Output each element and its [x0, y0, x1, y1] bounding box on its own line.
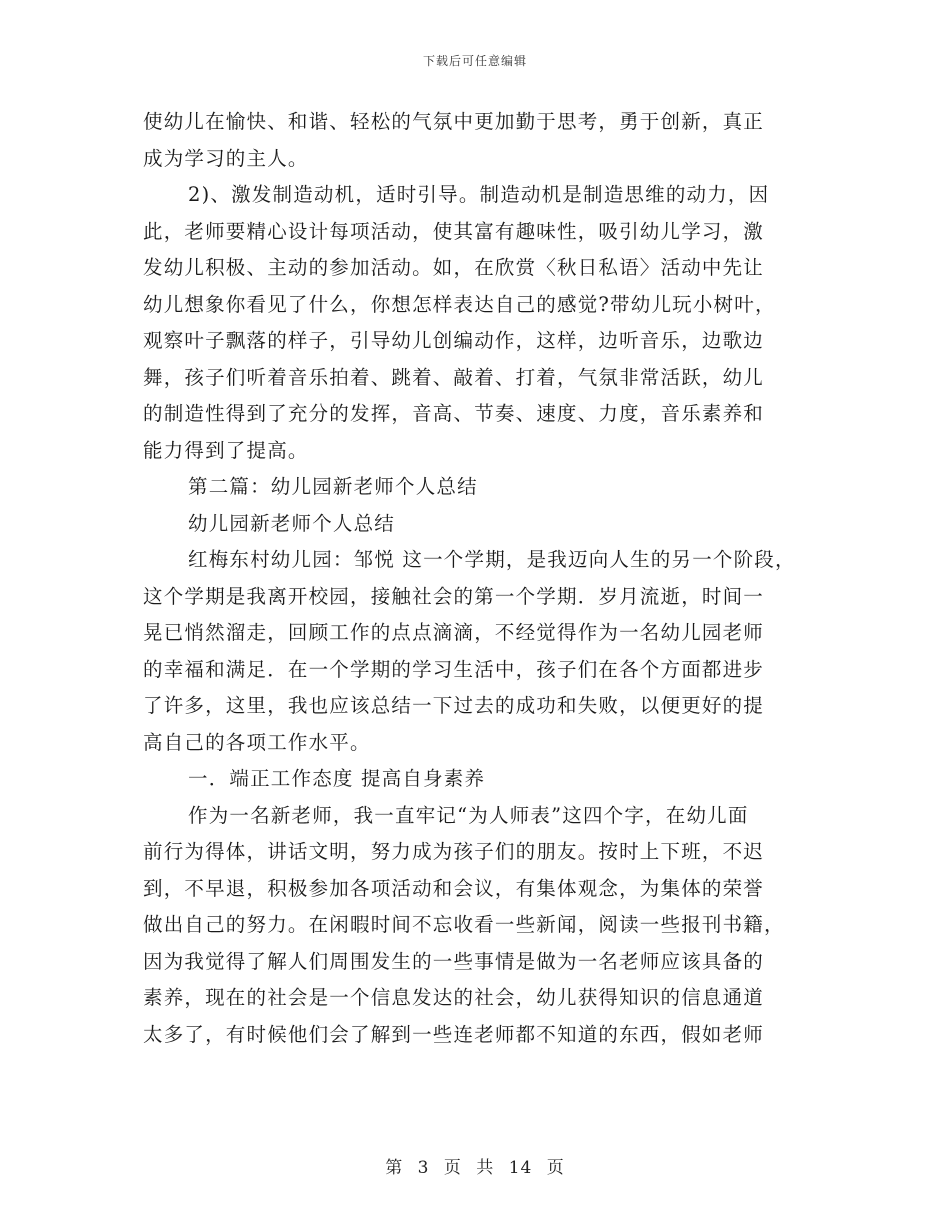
paragraph-line: 发幼儿积极、主动的参加活动。如，在欣赏〈秋日私语〉活动中先让	[143, 256, 765, 279]
paragraph-line: 素养，现在的社会是一个信息发达的社会，幼儿获得知识的信息通道	[143, 986, 765, 1009]
paragraph-line: 太多了，有时候他们会了解到一些连老师都不知道的东西，假如老师	[143, 1022, 765, 1046]
paragraph-first-line: 第二篇：幼儿园新老师个人总结	[188, 475, 478, 498]
paragraph-first-line: 幼儿园新老师个人总结	[188, 511, 396, 535]
paragraph-line: 幼儿想象你看见了什么，你想怎样表达自己的感觉?带幼儿玩小树叶，	[143, 292, 776, 316]
paragraph-line: 前行为得体，讲话文明，努力成为孩子们的朋友。按时上下班，不迟	[143, 840, 765, 863]
paragraph-line: 的制造性得到了充分的发挥，音高、节奏、速度、力度，音乐素养和	[143, 402, 765, 425]
paragraph-line: 了许多，这里，我也应该总结一下过去的成功和失败，以便更好的提	[143, 694, 765, 717]
paragraph-line: 做出自己的努力。在闲暇时间不忘收看一些新闻，阅读一些报刊书籍，	[143, 913, 785, 936]
page-header-note: 下载后可任意编辑	[422, 54, 527, 68]
page-number-footer: 第 3 页 共 14 页	[385, 1158, 565, 1178]
paragraph-line: 晃已悄然溜走，回顾工作的点点滴滴，不经觉得作为一名幼儿园老师	[143, 621, 765, 644]
paragraph-line: 因为我觉得了解人们周围发生的一些事情是做为一名老师应该具备的	[143, 949, 765, 973]
paragraph-line: 到，不早退，积极参加各项活动和会议，有集体观念，为集体的荣誉	[143, 876, 765, 900]
paragraph-line: 舞，孩子们听着音乐拍着、跳着、敲着、打着，气氛非常活跃，幼儿	[143, 365, 765, 389]
paragraph-line: 高自己的各项工作水平。	[143, 730, 371, 754]
paragraph-line: 此，老师要精心设计每项活动，使其富有趣味性，吸引幼儿学习，激	[143, 219, 765, 243]
paragraph-line: 使幼儿在愉快、和谐、轻松的气氛中更加勤于思考，勇于创新，真正	[143, 110, 765, 133]
paragraph-line: 能力得到了提高。	[143, 438, 309, 462]
paragraph-first-line: 一．端正工作态度 提高自身素养	[188, 767, 486, 790]
paragraph-line: 这个学期是我离开校园，接触社会的第一个学期．岁月流逝，时间一	[143, 584, 765, 608]
paragraph-line: 成为学习的主人。	[143, 146, 309, 170]
paragraph-first-line: 红梅东村幼儿园：邹悦 这一个学期，是我迈向人生的另一个阶段，	[188, 548, 796, 571]
paragraph-first-line: 作为一名新老师，我一直牢记“为人师表”这四个字，在幼儿面	[188, 803, 749, 827]
paragraph-line: 的幸福和满足．在一个学期的学习生活中，孩子们在各个方面都进步	[143, 657, 765, 681]
paragraph-first-line: 2)、激发制造动机，适时引导。制造动机是制造思维的动力，因	[188, 183, 770, 206]
paragraph-line: 观察叶子飘落的样子，引导幼儿创编动作，这样，边听音乐，边歌边	[143, 329, 765, 352]
